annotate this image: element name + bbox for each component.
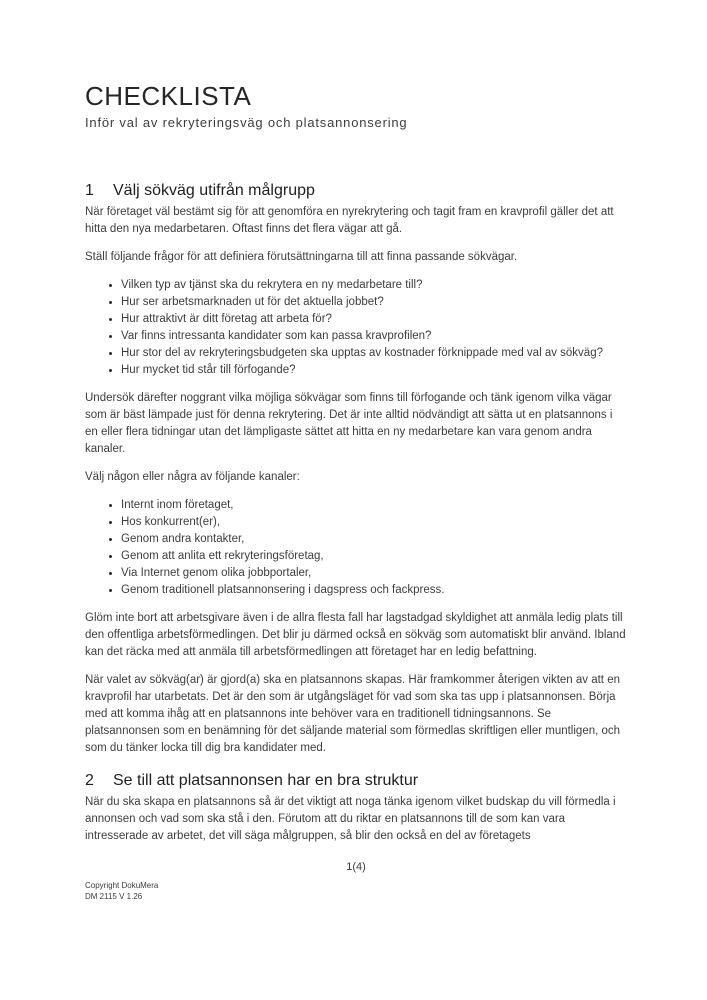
section-2-heading xyxy=(85,771,627,791)
paragraph: Ställ följande frågor för att definiera förutsättningarna till att finna passande sökvägar. xyxy=(85,251,518,263)
bullet-item: • Genom andra kontakter, xyxy=(121,531,627,548)
bullet-item: • Genom att anlita ett rekryteringsföretag, xyxy=(121,548,627,565)
bullet-item: • Hur mycket tid står till förfogande? xyxy=(121,362,627,379)
bullet-item: • Hur stor del av rekryteringsbudgeten ska upptas av kostnader förknippade med val av sökväg? xyxy=(121,345,627,362)
paragraph: Glöm inte bort att arbetsgivare även i de allra flesta fall har lagstadgad skyldighet att anmäla ledig plats till den offentliga arbetsförmedlingen. Det blir ju därmed också en sökväg som automatiskt blir använd. Ibland kan det räcka med att anmäla till arbetsförmedlingen att företaget har en ledig befattning. xyxy=(85,612,626,658)
paragraph: Välj någon eller några av följande kanaler: xyxy=(85,471,300,483)
bullet-item: • Internt inom företaget, xyxy=(121,497,627,514)
doc-version-line: DM 2115 V 1.26 xyxy=(85,891,143,901)
channels-list xyxy=(85,497,627,599)
document-title: CHECKLISTA xyxy=(85,81,252,111)
bullet-item: • Via Internet genom olika jobbportaler, xyxy=(121,565,627,582)
paragraph: När företaget väl bestämt sig för att genomföra en nyrekrytering och tagit fram en kravprofil gäller det att hitta den nya medarbetaren. Oftast finns det flera vägar att gå. xyxy=(85,206,614,235)
bullet-item: • Var finns intressanta kandidater som kan passa kravprofilen? xyxy=(121,328,627,345)
bullet-item: • Hos konkurrent(er), xyxy=(121,514,627,531)
bullet-item: • Hur attraktivt är ditt företag att arbeta för? xyxy=(121,311,627,328)
page-number: 1(4) xyxy=(346,861,366,873)
section-2-title: Se till att platsannonsen har en bra struktur xyxy=(113,772,419,789)
section-1-number: 1 xyxy=(85,182,94,199)
footer-copyright xyxy=(85,881,627,902)
section-2-number: 2 xyxy=(85,772,94,789)
bullet-item: • Genom traditionell platsannonsering i dagspress och fackpress. xyxy=(121,582,627,599)
bullet-item: • Vilken typ av tjänst ska du rekrytera en ny medarbetare till? xyxy=(121,277,627,294)
paragraph: Undersök därefter noggrant vilka möjliga sökvägar som finns till förfogande och tänk igenom vilka vägar som är bäst lämpade just för denna rekrytering. Det är inte alltid nödvändigt att sätta ut en platsannons i en eller flera tidningar utan det lämpligaste sättet att hitta en ny medarbetare kan vara genom andra kanaler. xyxy=(85,392,613,455)
paragraph: När du ska skapa en platsannons så är det viktigt att noga tänka igenom vilket budskap du vill förmedla i annonsen och vad som ska stå i den. Förutom att du riktar en platsannons till de som kan vara intresserade av arbetet, det vill säga målgruppen, så blir den också en del av företagets xyxy=(85,796,616,842)
paragraph: När valet av sökväg(ar) är gjord(a) ska en platsannons skapas. Här framkommer återigen vikten av att en kravprofil har utarbetats. Det är den som är utgångsläget för vad som ska tas upp i platsannonsen. Börja med att komma ihåg att en platsannons inte behöver vara en traditionell tidningsannons. Se platsannonsen som en benämning för det säljande material som förmedlas skriftligen eller muntligen, och som du tänker locka till dig bra kandidater med. xyxy=(85,674,621,754)
section-1-heading xyxy=(85,181,627,201)
section-1-title: Välj sökväg utifrån målgrupp xyxy=(113,182,315,199)
copyright-line: Copyright DokuMera xyxy=(85,881,159,890)
questions-list xyxy=(85,277,627,379)
bullet-item: • Hur ser arbetsmarknaden ut för det aktuella jobbet? xyxy=(121,294,627,311)
document-subtitle: Inför val av rekryteringsväg och platsannonsering xyxy=(85,115,408,130)
